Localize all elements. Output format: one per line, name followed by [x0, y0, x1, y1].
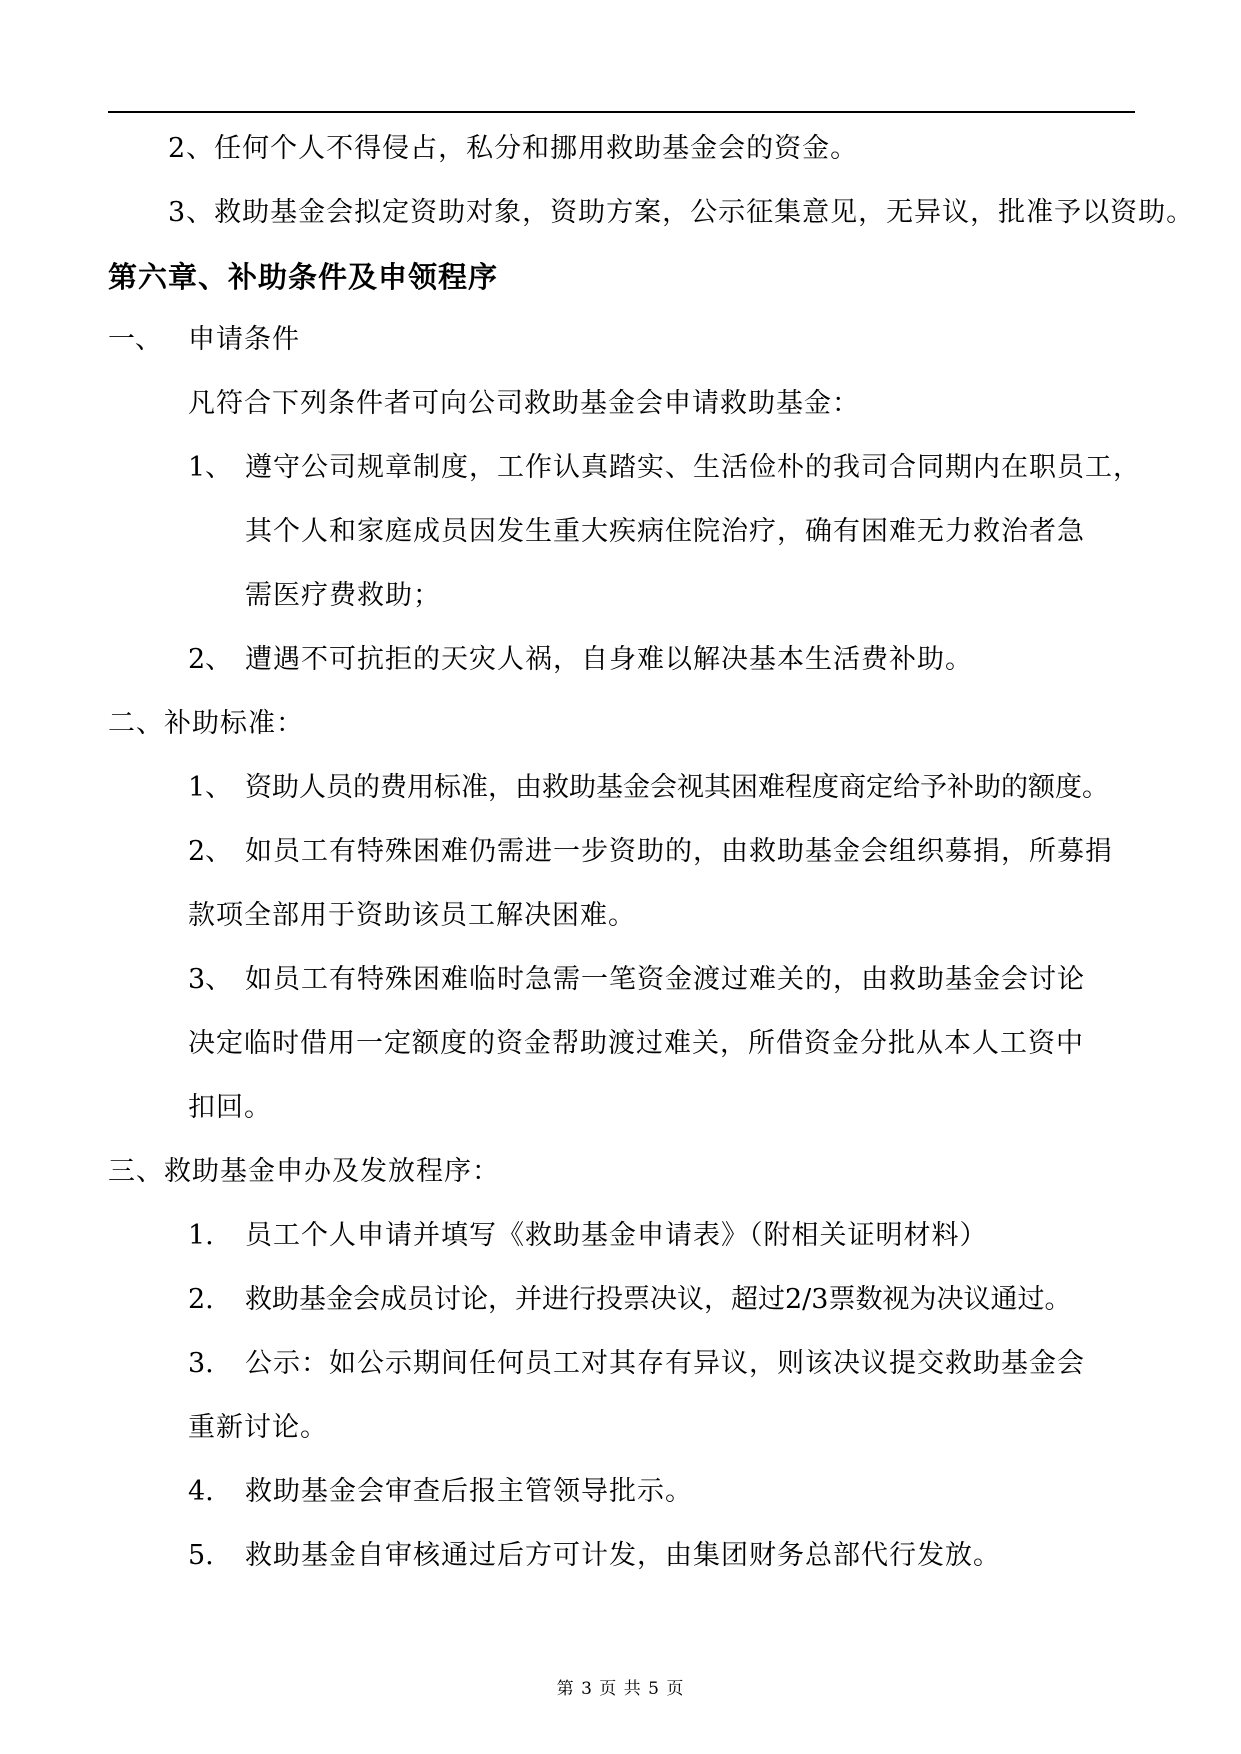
item-line: 救助基金自审核通过后方可计发，由集团财务总部代行发放。 — [245, 1540, 1001, 1571]
item-number: 2、 — [188, 836, 233, 867]
item-number: 2、 — [188, 644, 233, 675]
section-title: 申请条件 — [188, 324, 300, 355]
item-line: 员工个人申请并填写《救助基金申请表》（附相关证明材料） — [245, 1220, 988, 1251]
item-number: 1. — [188, 1220, 214, 1251]
item-number: 3. — [188, 1348, 214, 1379]
list-item: 3、救助基金会拟定资助对象，资助方案，公示征集意见，无异议，批准予以资助。 — [168, 197, 1195, 228]
item-line: 如员工有特殊困难仍需进一步资助的，由救助基金会组织募捐，所募捐 — [245, 836, 1113, 867]
item-line: 需医疗费救助； — [245, 580, 441, 611]
item-line: 救助基金会审查后报主管领导批示。 — [245, 1476, 693, 1507]
item-number: 1、 — [188, 772, 233, 803]
item-number: 3、 — [188, 964, 233, 995]
section-intro: 凡符合下列条件者可向公司救助基金会申请救助基金： — [188, 388, 860, 419]
header-rule — [108, 111, 1135, 113]
item-line: 资助人员的费用标准，由救助基金会视其困难程度商定给予补助的额度。 — [245, 772, 1109, 803]
item-line: 其个人和家庭成员因发生重大疾病住院治疗，确有困难无力救治者急 — [245, 516, 1085, 547]
item-line: 救助基金会成员讨论，并进行投票决议，超过2/3票数视为决议通过。 — [245, 1284, 1072, 1315]
item-line: 遵守公司规章制度，工作认真踏实、生活俭朴的我司合同期内在职员工， — [245, 452, 1141, 483]
item-line: 如员工有特殊困难临时急需一笔资金渡过难关的，由救助基金会讨论 — [245, 964, 1085, 995]
item-line: 重新讨论。 — [188, 1412, 328, 1443]
item-line: 遭遇不可抗拒的天灾人祸，自身难以解决基本生活费补助。 — [245, 644, 973, 675]
section-title: 三、救助基金申办及发放程序： — [108, 1156, 500, 1187]
item-line: 决定临时借用一定额度的资金帮助渡过难关，所借资金分批从本人工资中 — [188, 1028, 1084, 1059]
item-line: 公示：如公示期间任何员工对其存有异议，则该决议提交救助基金会 — [245, 1348, 1085, 1379]
item-line: 扣回。 — [188, 1092, 272, 1123]
item-number: 4. — [188, 1476, 214, 1507]
section-title: 二、补助标准： — [108, 708, 304, 739]
item-number: 5. — [188, 1540, 214, 1571]
item-number: 2. — [188, 1284, 214, 1315]
list-item: 2、任何个人不得侵占，私分和挪用救助基金会的资金。 — [168, 133, 859, 164]
chapter-heading: 第六章、补助条件及申领程序 — [108, 260, 499, 294]
page-number-footer: 第 3 页 共 5 页 — [556, 1679, 685, 1699]
item-number: 1、 — [188, 452, 233, 483]
item-line: 款项全部用于资助该员工解决困难。 — [188, 900, 636, 931]
section-number: 一、 — [108, 324, 162, 355]
